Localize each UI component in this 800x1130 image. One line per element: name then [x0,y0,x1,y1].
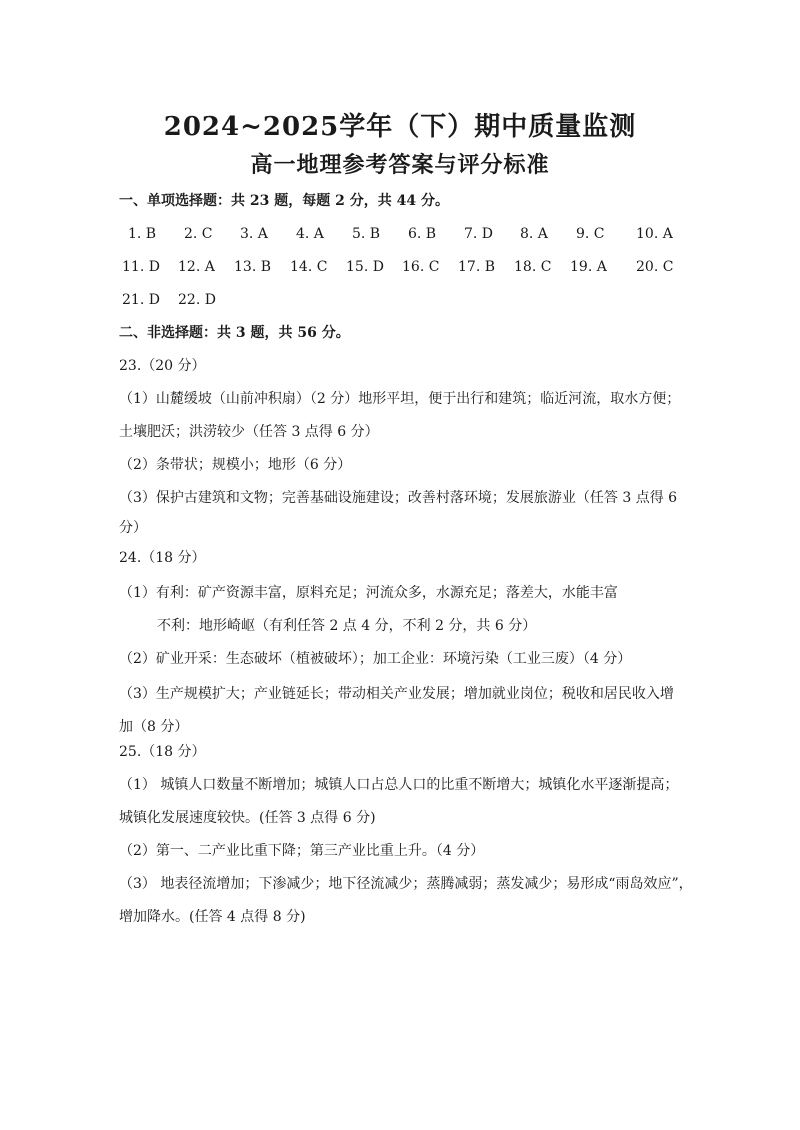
q25-answer-2: （2）第一、二产业比重下降；第三产业比重上升。（4 分） [119,843,485,859]
page-subtitle: 高一地理参考答案与评分标准 [250,152,550,178]
mcq-answer: 21. D [122,292,160,308]
mcq-answer: 1. B [128,226,157,242]
q23-answer-2: （2）条带状；规模小；地形（6 分） [119,457,352,473]
mcq-answer: 22. D [178,292,216,308]
q25-answer-3: （3） 地表径流增加；下渗减少；地下径流减少；蒸腾减弱；蒸发减少；易形成“雨岛效应”， [119,876,693,892]
mcq-answer: 14. C [290,259,328,275]
mcq-answer: 8. A [520,226,548,242]
q25-answer-1-cont: 城镇化发展速度较快。(任答 3 点得 6 分) [119,810,376,826]
mcq-answer: 6. B [408,226,437,242]
q24-answer-3: （3）生产规模扩大；产业链延长；带动相关产业发展；增加就业岗位；税收和居民收入增 [119,686,674,702]
mcq-answer: 2. C [184,226,213,242]
mcq-answer: 16. C [402,259,440,275]
mcq-answer: 20. C [636,259,674,275]
mcq-answer: 15. D [346,259,384,275]
mcq-answer: 5. B [352,226,381,242]
q23-heading: 23.（20 分） [119,358,206,374]
q24-answer-1-cont: 不利：地形崎岖（有利任答 2 点 4 分，不利 2 分，共 6 分） [157,618,537,634]
q25-heading: 25.（18 分） [119,744,206,760]
q25-answer-3-cont: 增加降水。(任答 4 点得 8 分) [119,909,306,925]
mcq-answer: 10. A [636,226,673,242]
mcq-answer: 7. D [464,226,494,242]
q25-answer-1: （1） 城镇人口数量不断增加；城镇人口占总人口的比重不断增大；城镇化水平逐渐提高； [119,777,679,793]
q24-answer-3-cont: 加（8 分） [119,719,189,735]
q24-heading: 24.（18 分） [119,550,206,566]
mcq-answer: 18. C [514,259,552,275]
q23-answer-3-cont: 分） [119,520,147,536]
mcq-answer: 13. B [234,259,272,275]
q24-answer-1: （1）有利：矿产资源丰富，原料充足；河流众多，水源充足；落差大，水能丰富 [119,585,618,601]
q24-answer-2: （2）矿业开采：生态破坏（植被破坏）；加工企业：环境污染（工业三废）（4 分） [119,651,632,667]
q23-answer-1-cont: 土壤肥沃；洪涝较少（任答 3 点得 6 分） [119,424,379,440]
mcq-answer: 4. A [296,226,324,242]
mcq-answer: 3. A [240,226,268,242]
page-title: 2024~2025学年（下）期中质量监测 [163,112,637,142]
mcq-answer: 17. B [458,259,496,275]
q23-answer-1: （1）山麓缓坡（山前冲积扇）（2 分）地形平坦，便于出行和建筑；临近河流，取水方便； [119,391,681,407]
section1-heading: 一、单项选择题：共 23 题，每题 2 分，共 44 分。 [119,193,449,209]
section2-heading: 二、非选择题：共 3 题，共 56 分。 [119,325,350,341]
mcq-answer: 12. A [178,259,215,275]
mcq-answer: 19. A [570,259,607,275]
q23-answer-3: （3）保护古建筑和文物；完善基础设施建设；改善村落环境；发展旅游业（任答 3 点得 6 [119,490,678,506]
mcq-answer: 11. D [122,259,160,275]
mcq-answer: 9. C [576,226,605,242]
